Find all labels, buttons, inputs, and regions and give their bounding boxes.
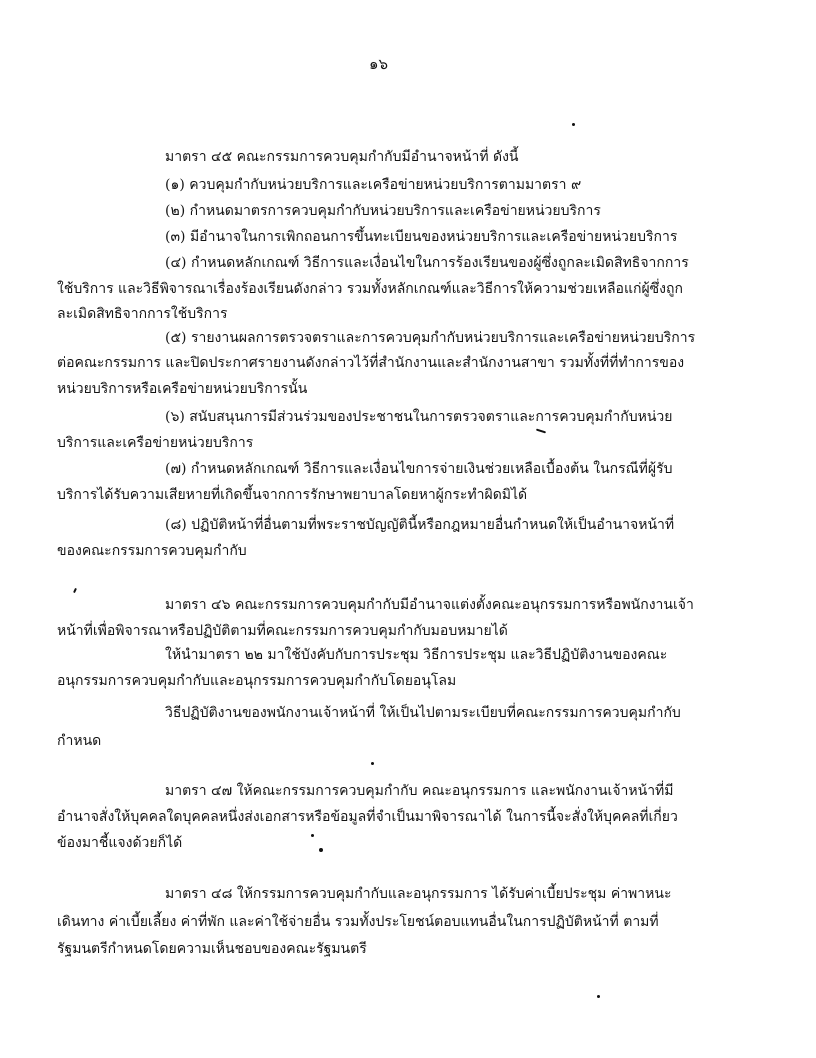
scan-speck <box>597 995 600 998</box>
section-45-item-4-line-3: ละเมิดสิทธิจากการใช้บริการ <box>57 306 228 322</box>
section-45-item-4-line-2: ใช้บริการ และวิธีพิจารณาเรื่องร้องเรียนดังกล่าว รวมทั้งหลักเกณฑ์และวิธีการให้ความช่วยเหลือแก่ผู้ซึ่งถูก <box>57 281 683 297</box>
section-48-line-2: เดินทาง ค่าเบี้ยเลี้ยง ค่าที่พัก และค่าใช้จ่ายอื่น รวมทั้งประโยชน์ตอบแทนอื่นในการปฏิบัติหน้าที่ ตามที่ <box>57 914 659 930</box>
section-45-item-6-line-2: บริการและเครือข่ายหน่วยบริการ <box>57 435 254 451</box>
scan-speck <box>572 123 575 126</box>
section-45-item-5-line-1: (๕) รายงานผลการตรวจตราและการควบคุมกำกับหน่วยบริการและเครือข่ายหน่วยบริการ <box>165 330 696 346</box>
section-48-line-3: รัฐมนตรีกำหนดโดยความเห็นชอบของคณะรัฐมนตรี <box>57 941 367 957</box>
section-45-item-5-line-2: ต่อคณะกรรมการ และปิดประกาศรายงานดังกล่าวไว้ที่สำนักงานและสำนักงานสาขา รวมทั้งที่ที่ทำการของ <box>57 355 685 371</box>
section-45-item-6-line-1: (๖) สนับสนุนการมีส่วนร่วมของประชาชนในการตรวจตราและการควบคุมกำกับหน่วย <box>165 409 673 425</box>
section-45-item-1: (๑) ควบคุมกำกับหน่วยบริการและเครือข่ายหน่วยบริการตามมาตรา ๙ <box>165 177 582 193</box>
section-45-item-8-line-1: (๘) ปฏิบัติหน้าที่อื่นตามที่พระราชบัญญัตินี้หรือกฎหมายอื่นกำหนดให้เป็นอำนาจหน้าที่ <box>165 517 675 533</box>
section-47-line-3: ข้องมาชี้แจงด้วยก็ได้ <box>57 835 183 851</box>
section-46-para-1-line-2: หน้าที่เพื่อพิจารณาหรือปฏิบัติตามที่คณะกรรมการควบคุมกำกับมอบหมายได้ <box>57 623 508 639</box>
section-45-heading: มาตรา ๔๕ คณะกรรมการควบคุมกำกับมีอำนาจหน้าที่ ดังนี้ <box>165 149 519 165</box>
section-45-item-7-line-2: บริการได้รับความเสียหายที่เกิดขึ้นจากการรักษาพยาบาลโดยหาผู้กระทำผิดมิได้ <box>57 487 528 503</box>
section-45-item-2: (๒) กำหนดมาตรการควบคุมกำกับหน่วยบริการและเครือข่ายหน่วยบริการ <box>165 203 601 219</box>
section-46-para-2-line-2: อนุกรรมการควบคุมกำกับและอนุกรรมการควบคุมกำกับโดยอนุโลม <box>57 673 457 689</box>
scan-speck <box>311 834 314 837</box>
scan-speck <box>319 848 323 852</box>
section-48-line-1: มาตรา ๔๘ ให้กรรมการควบคุมกำกับและอนุกรรมการ ได้รับค่าเบี้ยประชุม ค่าพาหนะ <box>165 886 672 902</box>
section-45-item-7-line-1: (๗) กำหนดหลักเกณฑ์ วิธีการและเงื่อนไขการจ่ายเงินช่วยเหลือเบื้องต้น ในกรณีที่ผู้รับ <box>165 461 673 477</box>
section-47-line-2: อำนาจสั่งให้บุคคลใดบุคคลหนึ่งส่งเอกสารหรือข้อมูลที่จำเป็นมาพิจารณาได้ ในการนี้จะสั่งให้บุคคลที่เกี่ยว <box>57 809 678 825</box>
section-47-line-1: มาตรา ๔๗ ให้คณะกรรมการควบคุมกำกับ คณะอนุกรรมการ และพนักงานเจ้าหน้าที่มี <box>165 783 674 799</box>
scan-speck <box>371 762 374 765</box>
section-45-item-4-line-1: (๔) กำหนดหลักเกณฑ์ วิธีการและเงื่อนไขในการร้องเรียนของผู้ซึ่งถูกละเมิดสิทธิจากการ <box>165 255 689 271</box>
section-46-para-2-line-1: ให้นำมาตรา ๒๒ มาใช้บังคับกับการประชุม วิธีการประชุม และวิธีปฏิบัติงานของคณะ <box>165 647 668 663</box>
section-46-para-1-line-1: มาตรา ๔๖ คณะกรรมการควบคุมกำกับมีอำนาจแต่งตั้งคณะอนุกรรมการหรือพนักงานเจ้า <box>165 597 694 613</box>
section-46-para-3-line-1: วิธีปฏิบัติงานของพนักงานเจ้าหน้าที่ ให้เป็นไปตามระเบียบที่คณะกรรมการควบคุมกำกับ <box>165 705 681 721</box>
page-number: ๑๖ <box>369 55 389 73</box>
scan-speck <box>73 588 77 593</box>
scan-speck <box>536 429 546 434</box>
section-45-item-3: (๓) มีอำนาจในการเพิกถอนการขึ้นทะเบียนของหน่วยบริการและเครือข่ายหน่วยบริการ <box>165 229 678 245</box>
section-46-para-3-line-2: กำหนด <box>57 733 102 749</box>
section-45-item-5-line-3: หน่วยบริการหรือเครือข่ายหน่วยบริการนั้น <box>57 381 308 397</box>
section-45-item-8-line-2: ของคณะกรรมการควบคุมกำกับ <box>57 543 247 559</box>
